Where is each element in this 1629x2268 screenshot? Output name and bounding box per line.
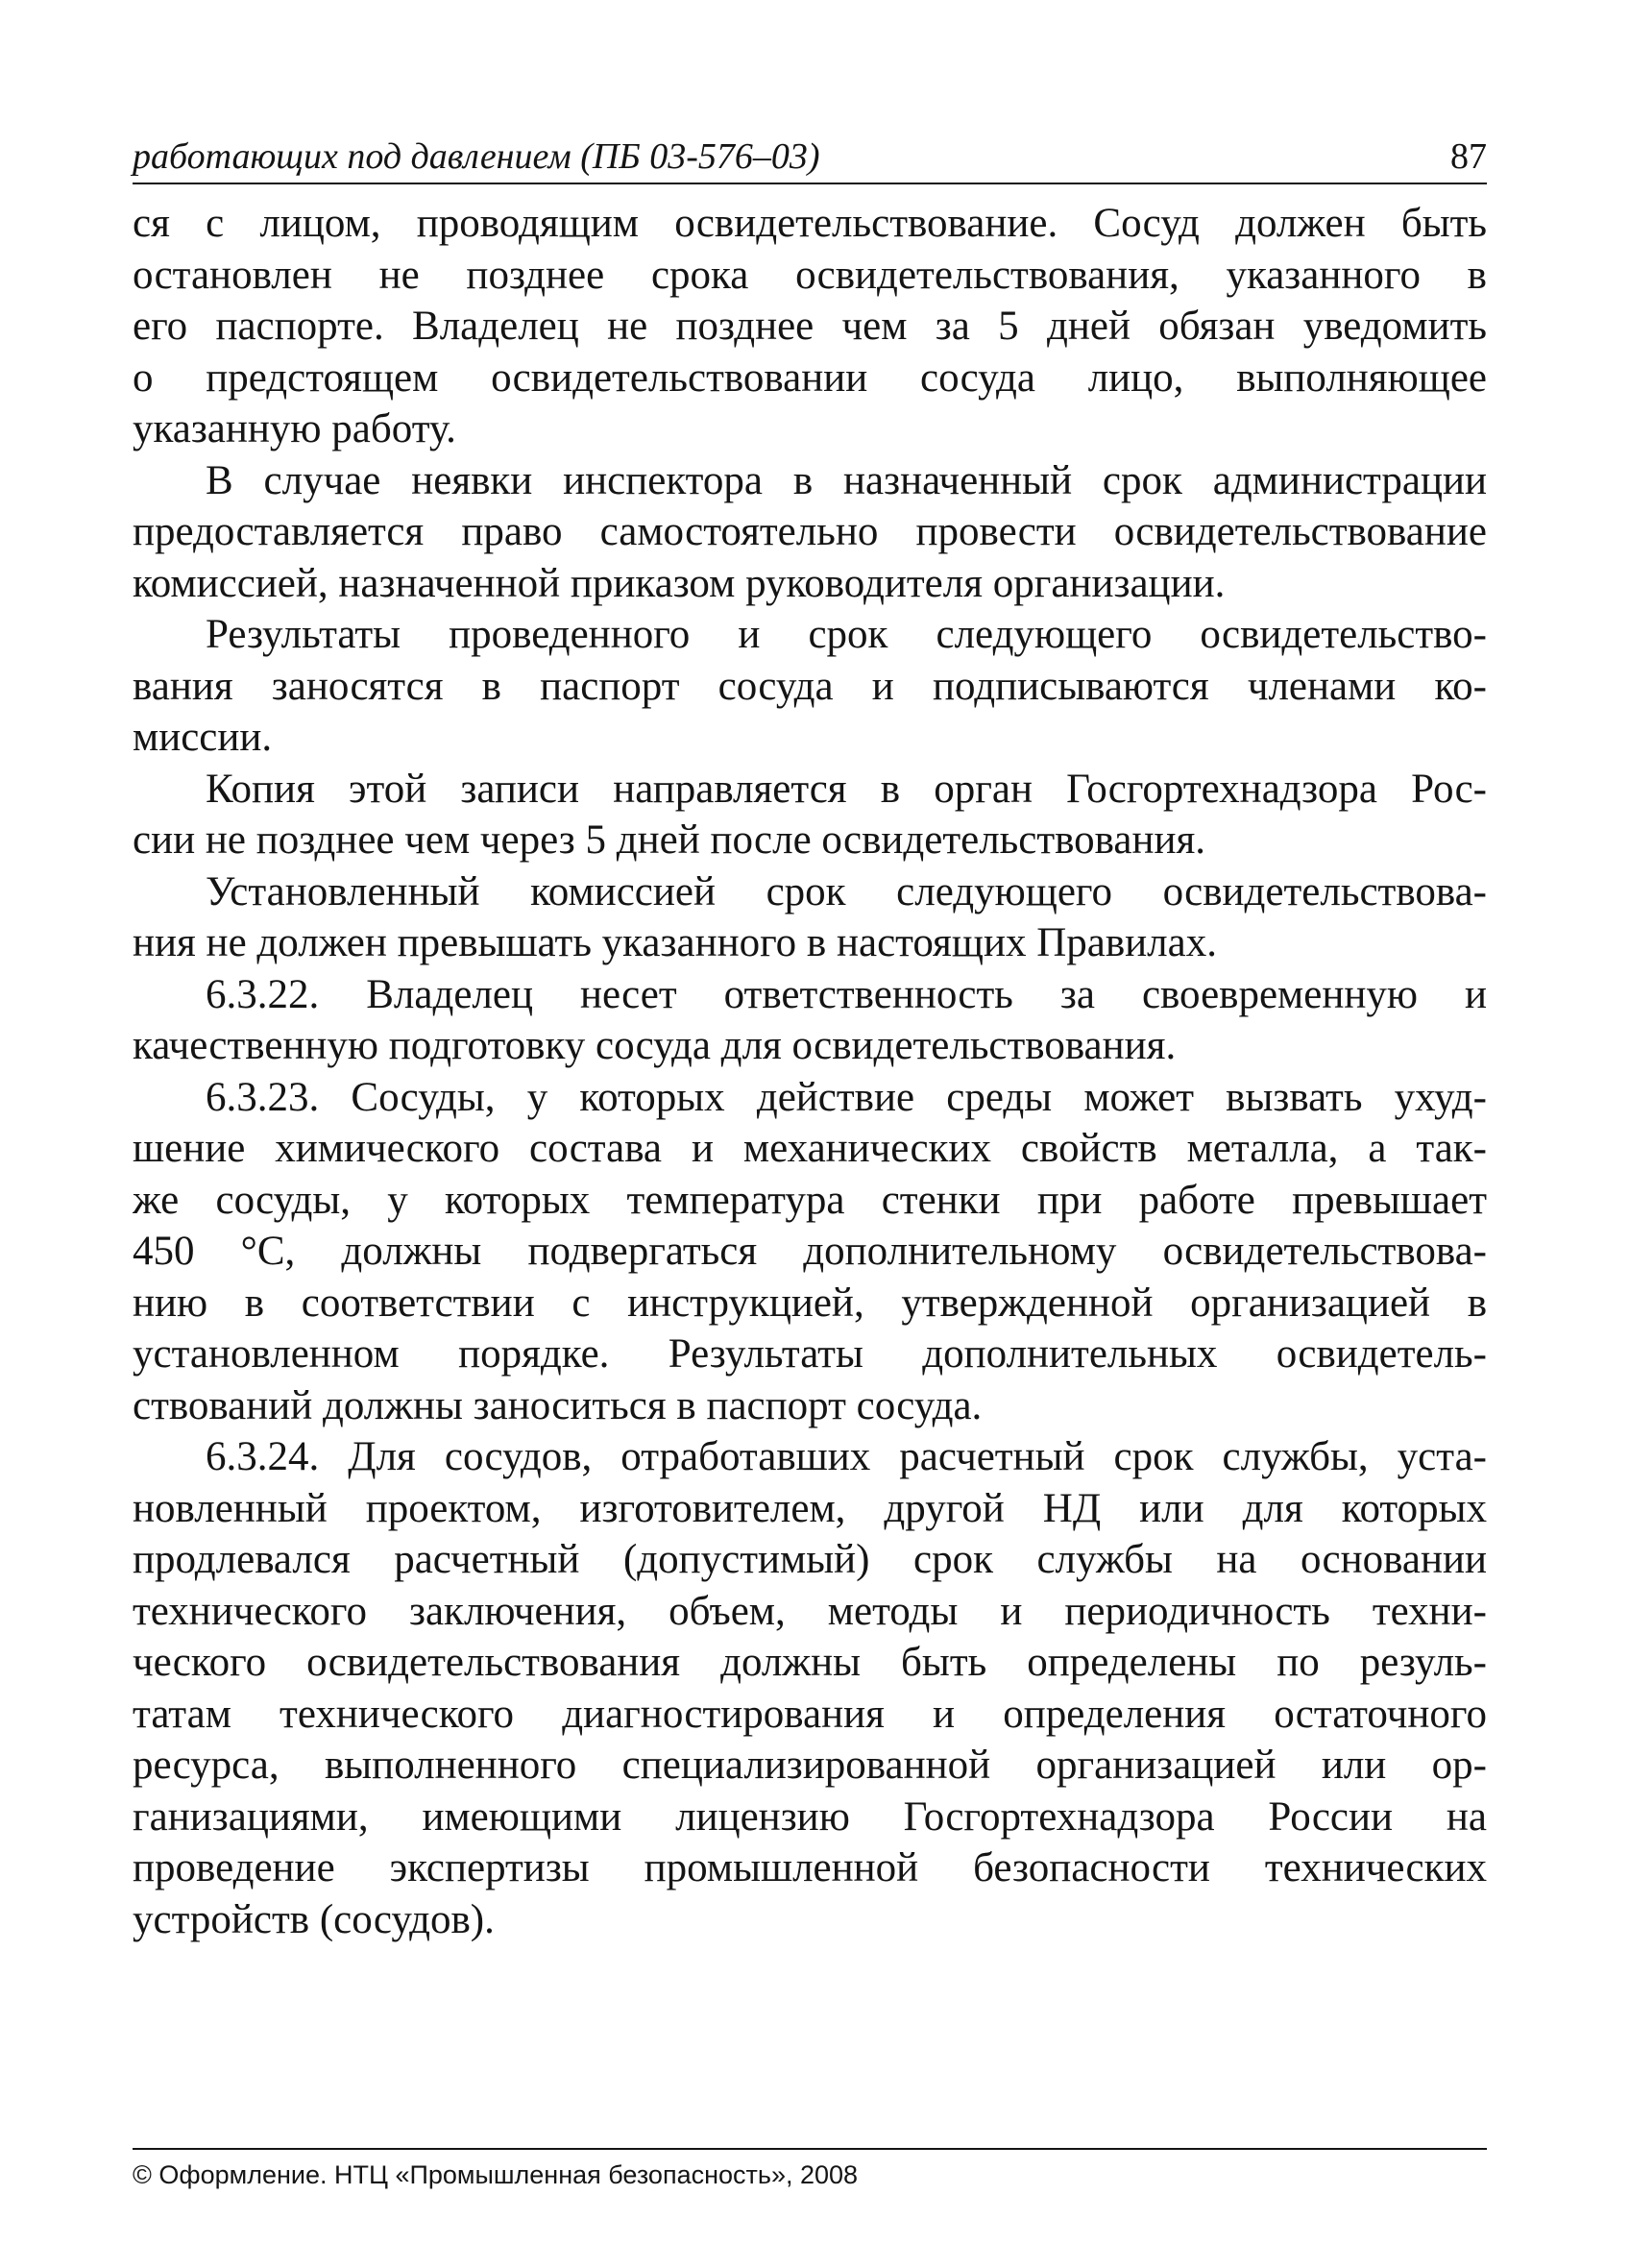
text-line: вания заносятся в паспорт сосуда и подписываются членами ко-	[133, 663, 1487, 709]
text-line: технического заключения, объем, методы и периодичность техни-	[133, 1588, 1487, 1634]
body-text	[133, 198, 1487, 1945]
text-line: устройств (сосудов).	[133, 1896, 495, 1942]
text-line: предоставляется право самостоятельно провести освидетельствование	[133, 509, 1487, 554]
page-number: 87	[1450, 136, 1487, 177]
text-line: 6.3.23. Сосуды, у которых действие среды может вызвать ухуд-	[206, 1074, 1487, 1120]
text-line: новленный проектом, изготовителем, другой НД или для которых	[133, 1485, 1487, 1531]
text-line: комиссией, назначенной приказом руководителя организации.	[133, 560, 1226, 606]
text-line: Результаты проведенного и срок следующего освидетельство-	[206, 612, 1487, 657]
text-line: о предстоящем освидетельствовании сосуда лицо, выполняющее	[133, 354, 1487, 401]
text-line: татам технического диагностирования и определения остаточного	[133, 1691, 1487, 1737]
running-header	[133, 133, 1487, 181]
text-line: ствований должны заноситься в паспорт сосуда.	[133, 1382, 983, 1428]
text-line: 6.3.24. Для сосудов, отработавших расчетный срок службы, уста-	[206, 1434, 1487, 1479]
text-line: указанную работу.	[133, 406, 456, 451]
text-line: же сосуды, у которых температура стенки при работе превышает	[133, 1177, 1487, 1223]
text-line: шение химического состава и механических свойств металла, а так-	[133, 1126, 1487, 1171]
header-divider	[133, 183, 1487, 184]
text-line: нию в соответствии с инструкцией, утвержденной организацией в	[133, 1280, 1487, 1326]
text-line: 6.3.22. Владелец несет ответственность за своевременную и	[206, 971, 1487, 1017]
text-line: сии не позднее чем через 5 дней после освидетельствования.	[133, 817, 1206, 863]
text-line: миссии.	[133, 715, 273, 760]
text-line: установленном порядке. Результаты дополнительных освидетель-	[133, 1331, 1487, 1377]
footer-divider	[133, 2148, 1487, 2150]
text-line: продлевался расчетный (допустимый) срок службы на основании	[133, 1537, 1487, 1582]
text-line: ся с лицом, проводящим освидетельствование. Сосуд должен быть	[133, 201, 1487, 246]
text-line: Копия этой записи направляется в орган Госгортехнадзора Рос-	[206, 766, 1487, 812]
text-line: ганизациями, имеющими лицензию Госгортехнадзора России на	[133, 1793, 1487, 1840]
text-line: 450 °С, должны подвергаться дополнительному освидетельствова-	[133, 1229, 1487, 1274]
text-line: качественную подготовку сосуда для освидетельствования.	[133, 1023, 1177, 1068]
text-line: В случае неявки инспектора в назначенный срок администрации	[206, 457, 1487, 503]
copyright-footer: © Оформление. НТЦ «Промышленная безопасность», 2008	[133, 2160, 859, 2189]
text-line: ния не должен превышать указанного в настоящих Правилах.	[133, 920, 1217, 965]
text-line: ресурса, выполненного специализированной организацией или ор-	[133, 1743, 1487, 1788]
text-line: его паспорте. Владелец не позднее чем за 5 дней обязан уведомить	[133, 304, 1487, 349]
text-line: остановлен не позднее срока освидетельствования, указанного в	[133, 252, 1487, 298]
text-line: проведение экспертизы промышленной безопасности технических	[133, 1845, 1487, 1890]
running-title: работающих под давлением (ПБ 03-576–03)	[133, 136, 820, 177]
text-line: ческого освидетельствования должны быть определены по резуль-	[133, 1640, 1487, 1685]
text-line: Установленный комиссией срок следующего освидетельствова-	[206, 868, 1487, 915]
